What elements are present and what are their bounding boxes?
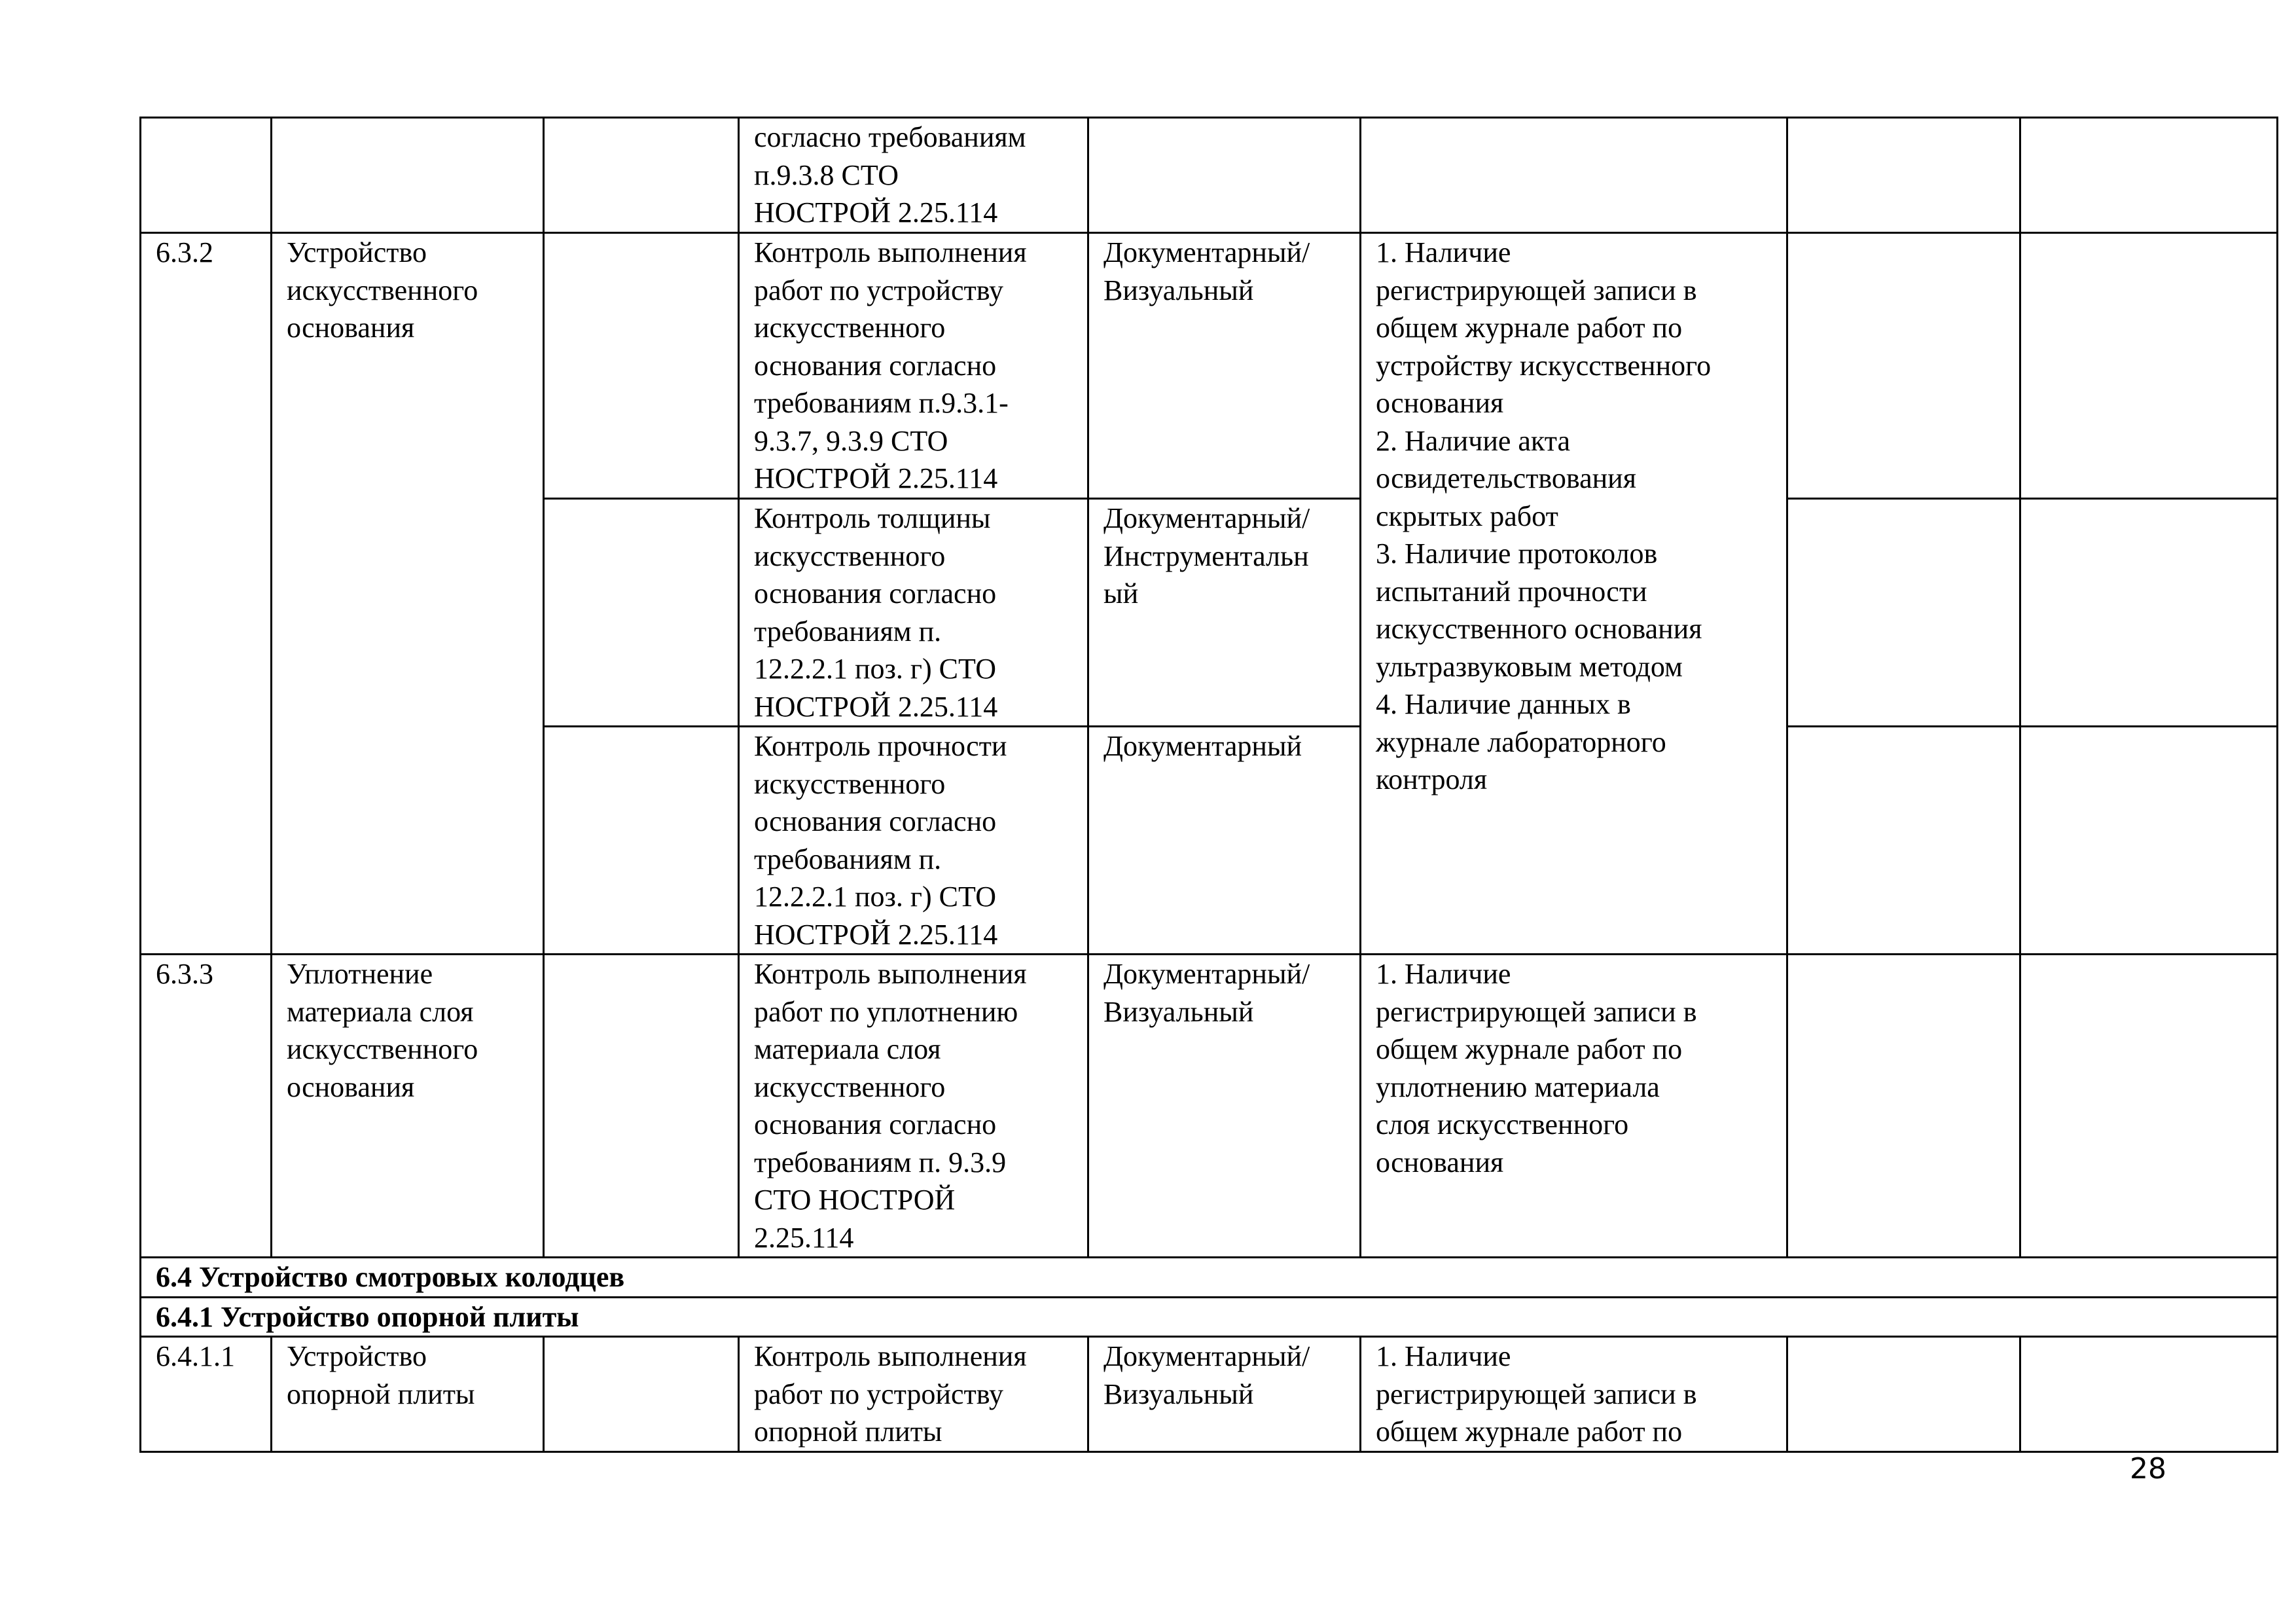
cell-name: Устройство опорной плиты bbox=[272, 1337, 544, 1452]
cell-requirement: Контроль выполнения работ по устройству опорной плиты bbox=[739, 1337, 1088, 1452]
table-row-6-3-2 bbox=[141, 233, 2278, 499]
cell-requirement: Контроль прочности искусственного основания согласно требованиям п. 12.2.2.1 поз. г) СТО НОСТРОЙ 2.25.114 bbox=[739, 727, 1088, 955]
cell-empty bbox=[2020, 955, 2278, 1258]
cell-empty bbox=[544, 499, 739, 727]
page-number: 28 bbox=[2130, 1452, 2166, 1486]
cell-requirement: согласно требованиям п.9.3.8 СТО НОСТРОЙ 2.25.114 bbox=[739, 118, 1088, 233]
cell-method: Документарный bbox=[1088, 727, 1361, 955]
cell-empty bbox=[1787, 499, 2020, 727]
cell-name bbox=[272, 118, 544, 233]
cell-documents: 1. Наличие регистрирующей записи в общем журнале работ по уплотнению материала слоя искусственного основания bbox=[1361, 955, 1787, 1258]
cell-empty bbox=[1787, 233, 2020, 499]
cell-requirement: Контроль толщины искусственного основания согласно требованиям п. 12.2.2.1 поз. г) СТО НОСТРОЙ 2.25.114 bbox=[739, 499, 1088, 727]
cell-method: Документарный/ Визуальный bbox=[1088, 233, 1361, 499]
cell-name: Устройство искусственного основания bbox=[272, 233, 544, 955]
cell-empty bbox=[2020, 118, 2278, 233]
cell-documents bbox=[1361, 118, 1787, 233]
cell-empty bbox=[2020, 1337, 2278, 1452]
cell-documents: 1. Наличие регистрирующей записи в общем журнале работ по bbox=[1361, 1337, 1787, 1452]
table-row-6-4-1-1 bbox=[141, 1337, 2278, 1452]
cell-method: Документарный/ Визуальный bbox=[1088, 955, 1361, 1258]
cell-number bbox=[141, 118, 272, 233]
cell-method bbox=[1088, 118, 1361, 233]
cell-empty bbox=[544, 1337, 739, 1452]
cell-empty bbox=[544, 727, 739, 955]
cell-empty bbox=[544, 233, 739, 499]
cell-name: Уплотнение материала слоя искусственного основания bbox=[272, 955, 544, 1258]
cell-empty bbox=[2020, 233, 2278, 499]
cell-empty bbox=[2020, 727, 2278, 955]
cell-method: Документарный/ Инструментальн ый bbox=[1088, 499, 1361, 727]
cell-requirement: Контроль выполнения работ по уплотнению материала слоя искусственного основания согласно требованиям п. 9.3.9 СТО НОСТРОЙ 2.25.114 bbox=[739, 955, 1088, 1258]
cell-empty bbox=[1787, 118, 2020, 233]
cell-requirement: Контроль выполнения работ по устройству искусственного основания согласно требованиям п.9.3.1- 9.3.7, 9.3.9 СТО НОСТРОЙ 2.25.114 bbox=[739, 233, 1088, 499]
cell-empty bbox=[1787, 727, 2020, 955]
subsection-heading: 6.4.1 Устройство опорной плиты bbox=[141, 1297, 2278, 1337]
cell-empty bbox=[544, 955, 739, 1258]
cell-number: 6.3.3 bbox=[141, 955, 272, 1258]
subsection-header-row bbox=[141, 1297, 2278, 1337]
cell-empty bbox=[2020, 499, 2278, 727]
cell-empty bbox=[1787, 955, 2020, 1258]
cell-documents: 1. Наличие регистрирующей записи в общем журнале работ по устройству искусственного основания 2. Наличие акта освидетельствования скрытых работ 3. Наличие протоколов испытаний прочности искусственного основания ультразвуковым методом 4. Наличие данных в журнале лабораторного контроля bbox=[1361, 233, 1787, 955]
inspection-table bbox=[139, 117, 2278, 1453]
cell-number: 6.3.2 bbox=[141, 233, 272, 955]
cell-number: 6.4.1.1 bbox=[141, 1337, 272, 1452]
cell-method: Документарный/ Визуальный bbox=[1088, 1337, 1361, 1452]
cell-empty bbox=[1787, 1337, 2020, 1452]
table-row-6-3-3 bbox=[141, 955, 2278, 1258]
table-row-continuation bbox=[141, 118, 2278, 233]
section-header-row bbox=[141, 1258, 2278, 1298]
cell-empty bbox=[544, 118, 739, 233]
section-heading: 6.4 Устройство смотровых колодцев bbox=[141, 1258, 2278, 1298]
